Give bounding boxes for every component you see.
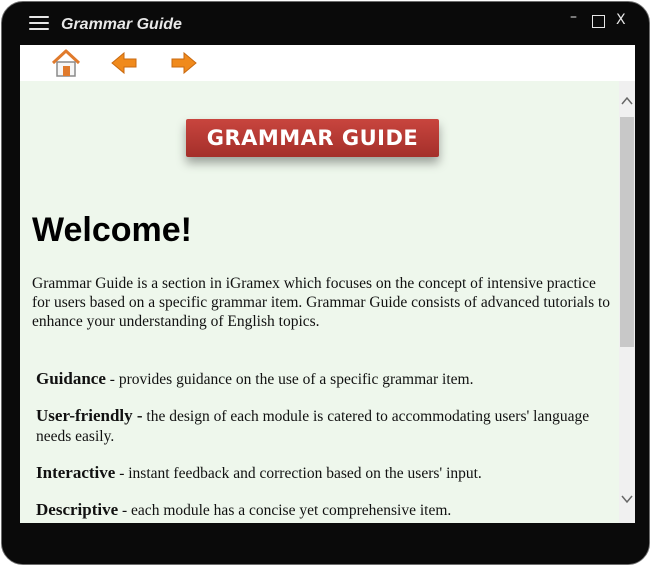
feature-description: - provides guidance on the use of a specific grammar item. — [105, 371, 474, 388]
title-bar — [2, 2, 649, 46]
feature-description: - instant feedback and correction based on the users' input. — [115, 465, 482, 482]
app-window — [1, 1, 650, 565]
chevron-up-icon — [619, 91, 635, 111]
maximize-button[interactable] — [592, 15, 605, 28]
content-panel — [20, 81, 635, 523]
navigation-toolbar — [20, 45, 635, 81]
banner-title: GRAMMAR GUIDE — [206, 126, 419, 150]
feature-term: Interactive — [36, 463, 116, 482]
minimize-button[interactable]: – — [570, 9, 577, 25]
window-title: Grammar Guide — [61, 16, 182, 33]
hamburger-menu-icon[interactable] — [29, 16, 49, 32]
bottom-bezel — [2, 523, 649, 565]
page-heading: Welcome! — [32, 211, 192, 249]
vertical-scrollbar[interactable] — [619, 81, 635, 523]
home-button[interactable] — [50, 48, 82, 78]
intro-paragraph: Grammar Guide is a section in iGramex which focuses on the concept of intensive practice for users based on a specific grammar item. Grammar Guide consists of advanced tutorials to enhance your understanding of English topics. — [32, 275, 611, 330]
grammar-guide-banner — [186, 119, 439, 157]
feature-term: Descriptive — [36, 500, 119, 519]
arrow-right-icon — [168, 48, 200, 78]
feature-term: User-friendly - — [36, 406, 143, 425]
feature-item-user-friendly — [36, 406, 616, 447]
feature-item-guidance — [36, 369, 616, 390]
forward-button[interactable] — [168, 48, 200, 78]
feature-description: the design of each module is catered to accommodating users' language needs easily. — [36, 408, 590, 445]
feature-item-descriptive — [36, 500, 616, 521]
feature-description: - each module has a concise yet comprehensive item. — [118, 502, 452, 519]
scroll-up-button[interactable] — [619, 91, 635, 111]
feature-list — [36, 369, 616, 523]
scroll-thumb[interactable] — [620, 117, 634, 347]
back-button[interactable] — [108, 48, 140, 78]
chevron-down-icon — [619, 489, 635, 509]
feature-item-interactive — [36, 463, 616, 484]
close-button[interactable]: X — [616, 12, 626, 28]
arrow-left-icon — [108, 48, 140, 78]
feature-term: Guidance — [36, 369, 106, 388]
scroll-down-button[interactable] — [619, 489, 635, 509]
home-icon — [50, 48, 82, 78]
